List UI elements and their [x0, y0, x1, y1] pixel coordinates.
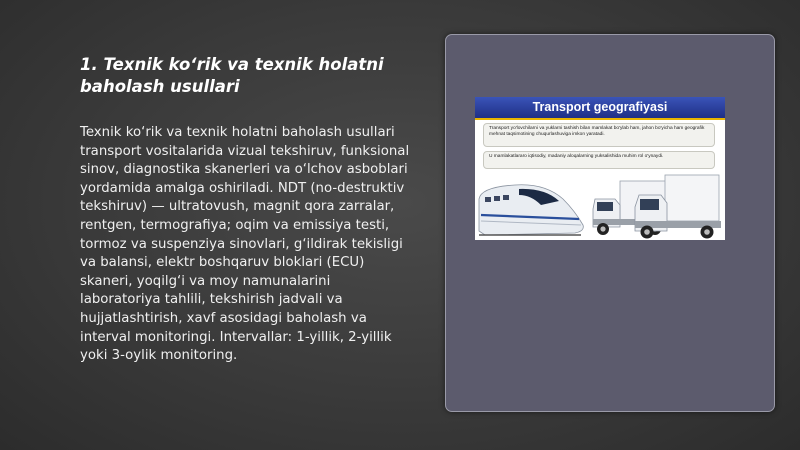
vehicles-illustration [475, 169, 725, 240]
slide-title: 1. Texnik ko‘rik va texnik holatni baholash usullari [80, 55, 384, 96]
image-callout-1: Transport yo'lovchilarni va yuklarni tashish bilan mamlakat bo'ylab ham, jahon bo'yicha ham geografik mehnat taqsimotining chuqurlashuviga imkon yaratadi. [483, 123, 715, 147]
image-header: Transport geografiyasi [475, 97, 725, 120]
transport-image [475, 97, 725, 240]
train-icon [479, 185, 583, 235]
slide-body-text: Texnik ko‘rik va texnik holatni baholash usullari transport vositalarida vizual tekshiruv, funksional sinov, diagnostika skanerleri va o‘lchov asboblari yordamida amalga oshiriladi. NDT (no-destruktiv tekshiruv) — ultratovush, magnit qora zarralar, rentgen, termografiya; oqim va emissiya testi, tormoz va suspenziya sinovlari, g‘ildirak tekisligi va balansi, elektr boshqaruv bloklari (ECU) skaneri, yoqilg‘i va moy namunalarini laboratoriya tahlili, tekshirish jadvali va hujjatlashtirish, xavf asosidagi baholash va interval monitoringi. Intervallar: 1-yillik, 2-yillik yoki 3-oylik monitoring. [80, 125, 410, 364]
image-callout-2: U mamlakatlararo iqtisodiy, madaniy aloqalarning yuksalishida muhim rol o'ynaydi. [483, 151, 715, 169]
